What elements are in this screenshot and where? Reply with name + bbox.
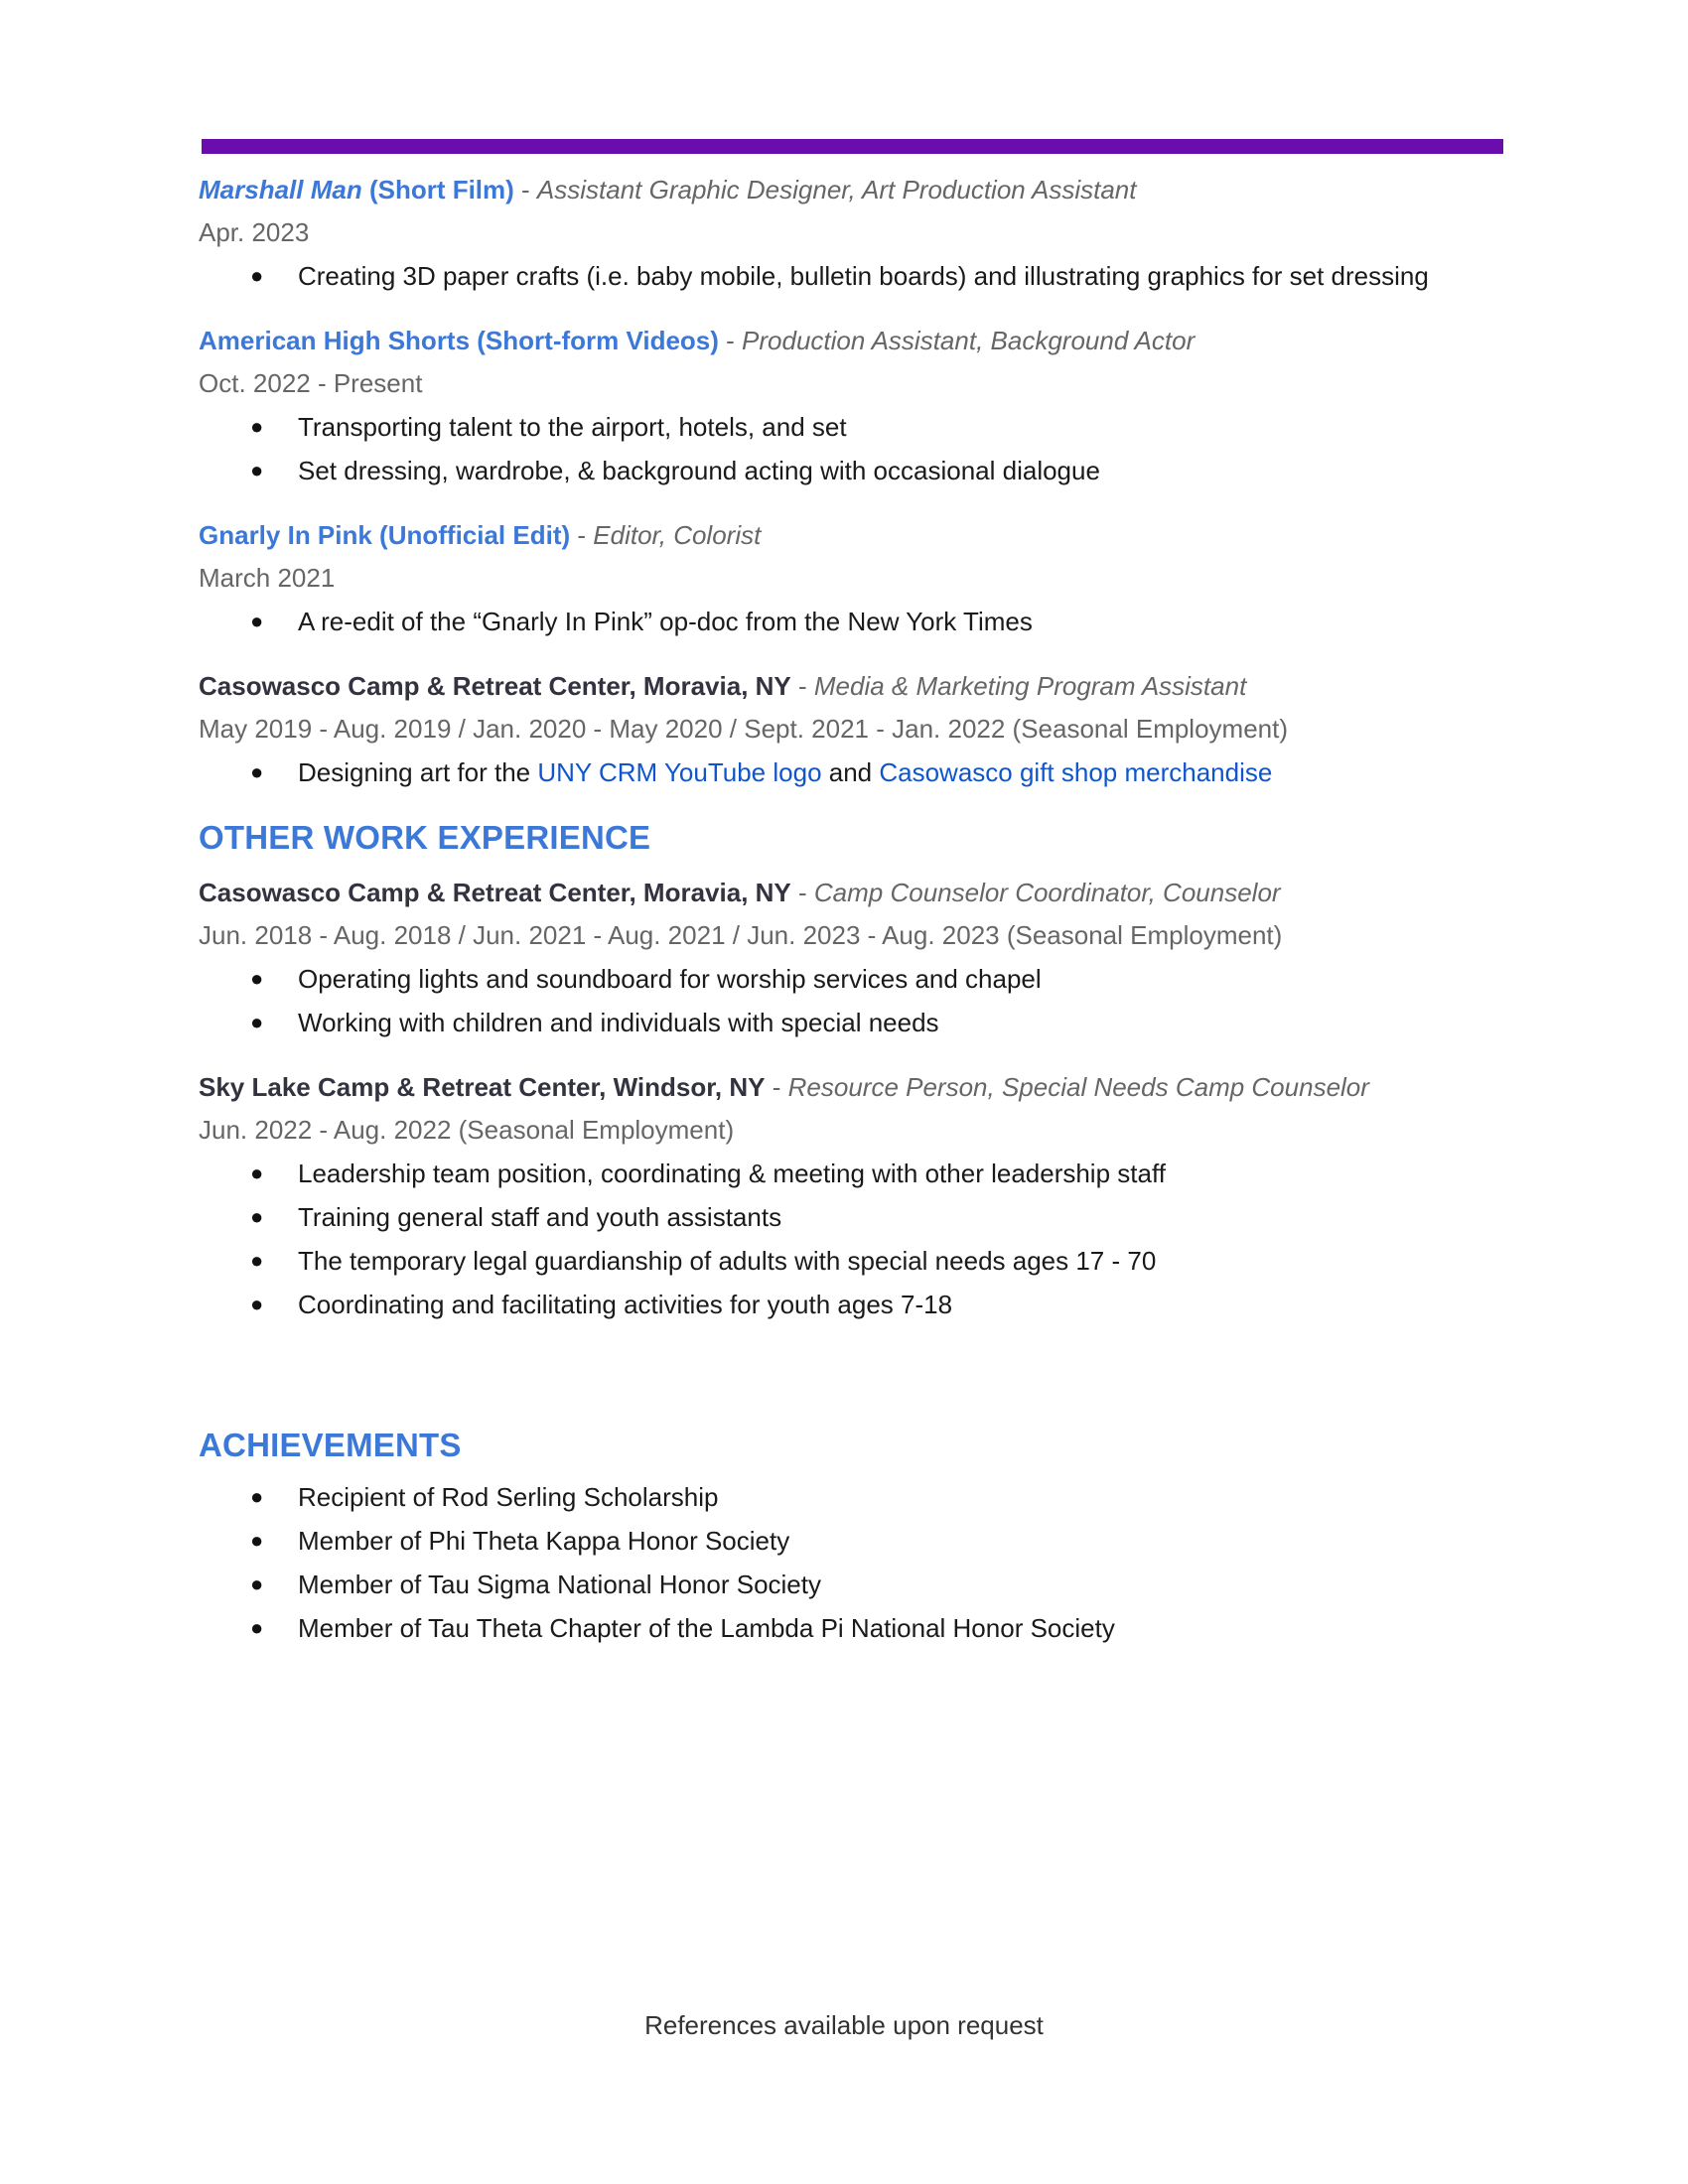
entry-date: Oct. 2022 - Present	[199, 368, 423, 398]
entry-sky-lake	[199, 1066, 1509, 1326]
list-item	[199, 1001, 1509, 1044]
list-item	[199, 405, 1509, 449]
bullet-icon: ●	[250, 458, 264, 482]
entry-bullets	[199, 600, 1509, 643]
top-accent-rule	[202, 139, 1503, 154]
list-item	[199, 1475, 1509, 1519]
bullet-text: Set dressing, wardrobe, & background acting with occasional dialogue	[298, 456, 1100, 485]
achievement-text: Member of Tau Sigma National Honor Society	[298, 1570, 821, 1599]
section-title-achievements: ACHIEVEMENTS	[199, 1427, 462, 1463]
achievements-list	[199, 1475, 1509, 1650]
bullet-icon: ●	[250, 1528, 264, 1553]
youtube-logo-link[interactable]: UNY CRM YouTube logo	[537, 757, 822, 787]
entry-marshall-man	[199, 169, 1509, 298]
entry-role: Production Assistant, Background Actor	[742, 326, 1196, 355]
entry-separator: -	[790, 878, 814, 907]
bullet-icon: ●	[250, 759, 264, 784]
bullet-text: Transporting talent to the airport, hotels, and set	[298, 412, 847, 442]
list-item	[199, 1563, 1509, 1606]
entry-heading	[199, 1066, 1509, 1108]
achievement-text: Member of Phi Theta Kappa Honor Society	[298, 1526, 790, 1556]
entry-date: Jun. 2018 - Aug. 2018 / Jun. 2021 - Aug. 2021 / Jun. 2023 - Aug. 2023 (Seasonal Employment)	[199, 920, 1283, 950]
bullet-icon: ●	[250, 1204, 264, 1229]
bullet-text-mid: and	[821, 757, 880, 787]
bullet-text: Working with children and individuals with special needs	[298, 1008, 939, 1037]
resume-content	[199, 169, 1509, 1650]
bullet-icon: ●	[250, 1160, 264, 1185]
entry-date: Jun. 2022 - Aug. 2022 (Seasonal Employment)	[199, 1115, 735, 1145]
bullet-text: Leadership team position, coordinating & meeting with other leadership staff	[298, 1159, 1166, 1188]
list-item	[199, 600, 1509, 643]
entry-role: Camp Counselor Coordinator, Counselor	[813, 878, 1281, 907]
bullet-icon: ●	[250, 1484, 264, 1509]
entry-role: Media & Marketing Program Assistant	[813, 671, 1247, 701]
bullet-icon: ●	[250, 414, 264, 439]
achievement-text: Member of Tau Theta Chapter of the Lambda Pi National Honor Society	[298, 1613, 1115, 1643]
bullet-text-prefix: Designing art for the	[298, 757, 538, 787]
bullet-text: Operating lights and soundboard for worship services and chapel	[298, 964, 1042, 994]
entry-separator: -	[718, 326, 743, 355]
bullet-text: The temporary legal guardianship of adults with special needs ages 17 - 70	[298, 1246, 1157, 1276]
film-type: (Short Film)	[361, 175, 514, 205]
bullet-icon: ●	[250, 1615, 264, 1640]
entry-date: March 2021	[199, 563, 336, 593]
entry-separator: -	[570, 520, 594, 550]
list-item	[199, 1519, 1509, 1563]
entry-bullets	[199, 751, 1509, 794]
entry-separator: -	[790, 671, 814, 701]
bullet-icon: ●	[250, 609, 264, 633]
entry-heading	[199, 665, 1509, 707]
entry-role: Assistant Graphic Designer, Art Production Assistant	[536, 175, 1137, 205]
entry-role: Resource Person, Special Needs Camp Counselor	[787, 1072, 1369, 1102]
entry-separator: -	[765, 1072, 788, 1102]
list-item	[199, 751, 1509, 794]
list-item	[199, 1152, 1509, 1195]
entry-bullets	[199, 254, 1509, 298]
entry-casowasco-counselor	[199, 872, 1509, 1044]
entry-casowasco-media	[199, 665, 1509, 794]
list-item	[199, 449, 1509, 492]
entry-date: Apr. 2023	[199, 217, 310, 247]
entry-bullets	[199, 957, 1509, 1044]
entry-bullets	[199, 1152, 1509, 1326]
film-title: Marshall Man	[199, 175, 362, 205]
references-footer: References available upon request	[644, 2010, 1044, 2040]
entry-title	[199, 175, 514, 205]
bullet-text: Coordinating and facilitating activities for youth ages 7-18	[298, 1290, 953, 1319]
bullet-icon: ●	[250, 1571, 264, 1596]
list-item	[199, 1283, 1509, 1326]
bullet-text: Creating 3D paper crafts (i.e. baby mobile, bulletin boards) and illustrating graphics for set dressing	[298, 261, 1429, 291]
entry-title: Gnarly In Pink (Unofficial Edit)	[199, 520, 571, 550]
bullet-icon: ●	[250, 1248, 264, 1273]
entry-title: Casowasco Camp & Retreat Center, Moravia, NY	[199, 878, 791, 907]
entry-date: May 2019 - Aug. 2019 / Jan. 2020 - May 2020 / Sept. 2021 - Jan. 2022 (Seasonal Employment)	[199, 714, 1289, 744]
entry-separator: -	[513, 175, 537, 205]
bullet-icon: ●	[250, 1010, 264, 1034]
entry-bullets	[199, 405, 1509, 492]
entry-heading	[199, 514, 1509, 556]
bullet-text: A re-edit of the “Gnarly In Pink” op-doc from the New York Times	[298, 607, 1033, 636]
list-item	[199, 957, 1509, 1001]
entry-heading	[199, 169, 1509, 210]
entry-role: Editor, Colorist	[593, 520, 762, 550]
entry-gnarly-in-pink	[199, 514, 1509, 643]
entry-heading	[199, 872, 1509, 913]
bullet-text: Training general staff and youth assistants	[298, 1202, 782, 1232]
entry-title: Casowasco Camp & Retreat Center, Moravia, NY	[199, 671, 791, 701]
section-title-other-work: OTHER WORK EXPERIENCE	[199, 819, 651, 856]
entry-heading	[199, 320, 1509, 361]
entry-american-high-shorts	[199, 320, 1509, 492]
gift-shop-merchandise-link[interactable]: Casowasco gift shop merchandise	[879, 757, 1273, 787]
achievement-text: Recipient of Rod Serling Scholarship	[298, 1482, 719, 1512]
entry-title: Sky Lake Camp & Retreat Center, Windsor, NY	[199, 1072, 766, 1102]
bullet-icon: ●	[250, 263, 264, 288]
bullet-icon: ●	[250, 1292, 264, 1316]
list-item	[199, 1195, 1509, 1239]
list-item	[199, 1239, 1509, 1283]
bullet-icon: ●	[250, 966, 264, 991]
list-item	[199, 254, 1509, 298]
entry-title: American High Shorts (Short-form Videos)	[199, 326, 719, 355]
list-item	[199, 1606, 1509, 1650]
